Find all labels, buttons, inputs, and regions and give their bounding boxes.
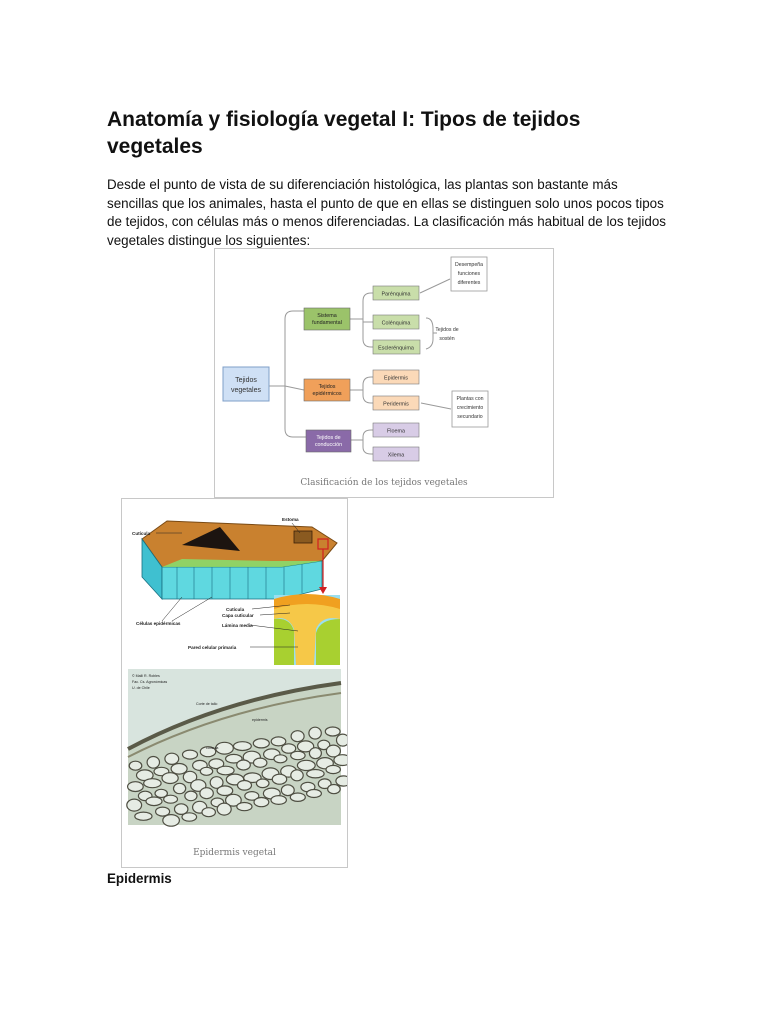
micrograph-cell	[309, 727, 321, 739]
micrograph-cell	[135, 812, 152, 820]
micrograph-cell	[271, 796, 286, 805]
epidermis-illustration	[122, 499, 347, 834]
tissue-node-label: Floema	[387, 428, 405, 435]
tissue-node-label: Esclerénquima	[378, 345, 414, 352]
label-celulas-epidermicas: Células epidérmicas	[136, 621, 181, 626]
label-cuticula: Cutícula	[226, 607, 245, 612]
system-node-label: Tejidos	[318, 384, 336, 390]
system-node	[306, 430, 351, 452]
root-node	[223, 367, 269, 401]
micrograph-cell	[182, 813, 197, 821]
label-cuticula-top: Cutícula	[132, 531, 151, 536]
micrograph-cell	[128, 782, 144, 792]
note-funciones-1: Desempeña	[455, 262, 483, 268]
system-node-label: Sistema	[317, 313, 337, 319]
micro-label-corte: Corte de tallo	[196, 702, 218, 706]
tissue-classification-diagram	[215, 249, 553, 475]
diagram-connectors	[269, 279, 451, 454]
tissue-node-label: Epidermis	[384, 375, 408, 382]
micrograph-cell	[165, 753, 179, 764]
system-node	[304, 308, 350, 330]
micrograph-cell	[309, 748, 321, 759]
micrograph-cell	[307, 770, 324, 778]
micrograph-cell	[144, 779, 161, 788]
micrograph-cell	[146, 797, 162, 806]
tissue-node-label: Peridermis	[383, 401, 409, 408]
note-secundario-2: crecimiento	[456, 405, 484, 411]
micrograph-cell	[297, 760, 315, 770]
micrograph-cell	[200, 788, 213, 799]
section-heading-epidermis: Epidermis	[107, 871, 172, 886]
micrograph-cell	[185, 791, 197, 801]
micrograph-cell	[336, 776, 347, 786]
label-capa-cuticular: Capa cuticular	[222, 613, 254, 618]
micrograph-cell	[334, 755, 347, 766]
micrograph-cell	[326, 765, 340, 773]
intro-paragraph: Desde el punto de vista de su diferenciación histológica, las plantas son bastante más sencillas que los animales, hasta el punto de que en ellas se distinguen solo unos pocos tipos de tejidos, con células más o menos diferenciadas. La clasificación más habitual de los tejidos vegetales distingue los siguientes:	[107, 177, 666, 248]
micrograph-cell	[325, 727, 340, 736]
epidermis-block-drawing	[142, 521, 337, 599]
micrograph-cell	[129, 761, 142, 770]
root-label-2: vegetales	[231, 387, 261, 394]
page-title: Anatomía y fisiología vegetal I: Tipos de tejidos vegetales	[107, 108, 581, 158]
micrograph-cell	[164, 795, 178, 803]
micrograph-cell	[147, 757, 159, 769]
micrograph-cell	[202, 808, 215, 817]
micrograph-cell	[217, 786, 233, 796]
tissue-classification-figure	[214, 248, 554, 498]
label-pared-primaria: Pared celular primaria	[188, 645, 237, 650]
note-secundario-1: Plantas con	[456, 396, 484, 402]
label-estoma: Estoma	[282, 517, 299, 522]
micrograph-cell	[234, 742, 252, 751]
micrograph-cell	[291, 770, 303, 781]
tissue-node-label: Parénquima	[381, 291, 411, 298]
micrograph-cell	[271, 737, 286, 746]
micrograph-cell	[200, 767, 212, 775]
micro-credit-1: © Malli R. Robles	[132, 674, 160, 678]
micrograph-cell	[238, 781, 252, 791]
micrograph-cell	[183, 750, 198, 759]
cell-wall-detail	[274, 594, 340, 665]
micrograph-cell	[174, 783, 186, 793]
micrograph-cell	[237, 760, 251, 770]
micrograph-cell	[274, 755, 287, 763]
micrograph-cell	[254, 798, 269, 807]
system-node	[304, 379, 350, 401]
note-sosten-1: Tejidos de	[435, 327, 459, 333]
micrograph-cell	[337, 734, 348, 746]
micrograph-cell	[254, 758, 267, 767]
micrograph-cell	[253, 739, 269, 748]
micrograph-cell	[217, 803, 231, 815]
tissue-node-label: Xilema	[387, 452, 405, 459]
system-node-label: fundamental	[312, 320, 342, 326]
micrograph-cell	[328, 785, 341, 794]
micrograph-cell	[127, 799, 142, 811]
micrograph-cell	[256, 779, 269, 788]
micrograph-cell	[162, 773, 178, 784]
micro-credit-2: Fac. Cs. Agronómicas	[132, 680, 168, 684]
system-node-label: Tejidos de	[316, 435, 341, 441]
micrograph-cell	[171, 764, 187, 775]
epidermis-micrograph	[127, 669, 347, 826]
micro-label-epidermis: epidermis	[252, 718, 268, 722]
label-lamina-media: Lámina media	[222, 623, 253, 628]
micro-credit-3: U. de Chile	[132, 686, 150, 690]
micrograph-cell	[290, 793, 305, 801]
micrograph-cell	[163, 815, 180, 827]
epidermis-figure	[121, 498, 348, 868]
figure-caption-classification: Clasificación de los tejidos vegetales	[300, 478, 468, 488]
micro-label-cuticula: cutícula	[206, 746, 219, 750]
system-node-label: epidérmicos	[312, 391, 342, 397]
root-label-1: Tejidos	[235, 377, 257, 384]
note-funciones-3: diferentes	[457, 280, 481, 286]
micrograph-cell	[291, 731, 304, 742]
micrograph-cell	[307, 790, 322, 798]
figure-caption-epidermis: Epidermis vegetal	[193, 848, 276, 858]
micrograph-cell	[217, 766, 234, 775]
micrograph-cell	[291, 751, 305, 759]
micrograph-cell	[272, 774, 286, 784]
note-sosten-2: sostén	[439, 336, 455, 342]
micrograph-cell	[237, 803, 252, 811]
tissue-node-label: Colénquima	[381, 320, 411, 327]
note-funciones-2: funciones	[457, 271, 481, 277]
note-secundario-3: secundario	[457, 414, 483, 420]
system-node-label: conducción	[314, 442, 343, 448]
